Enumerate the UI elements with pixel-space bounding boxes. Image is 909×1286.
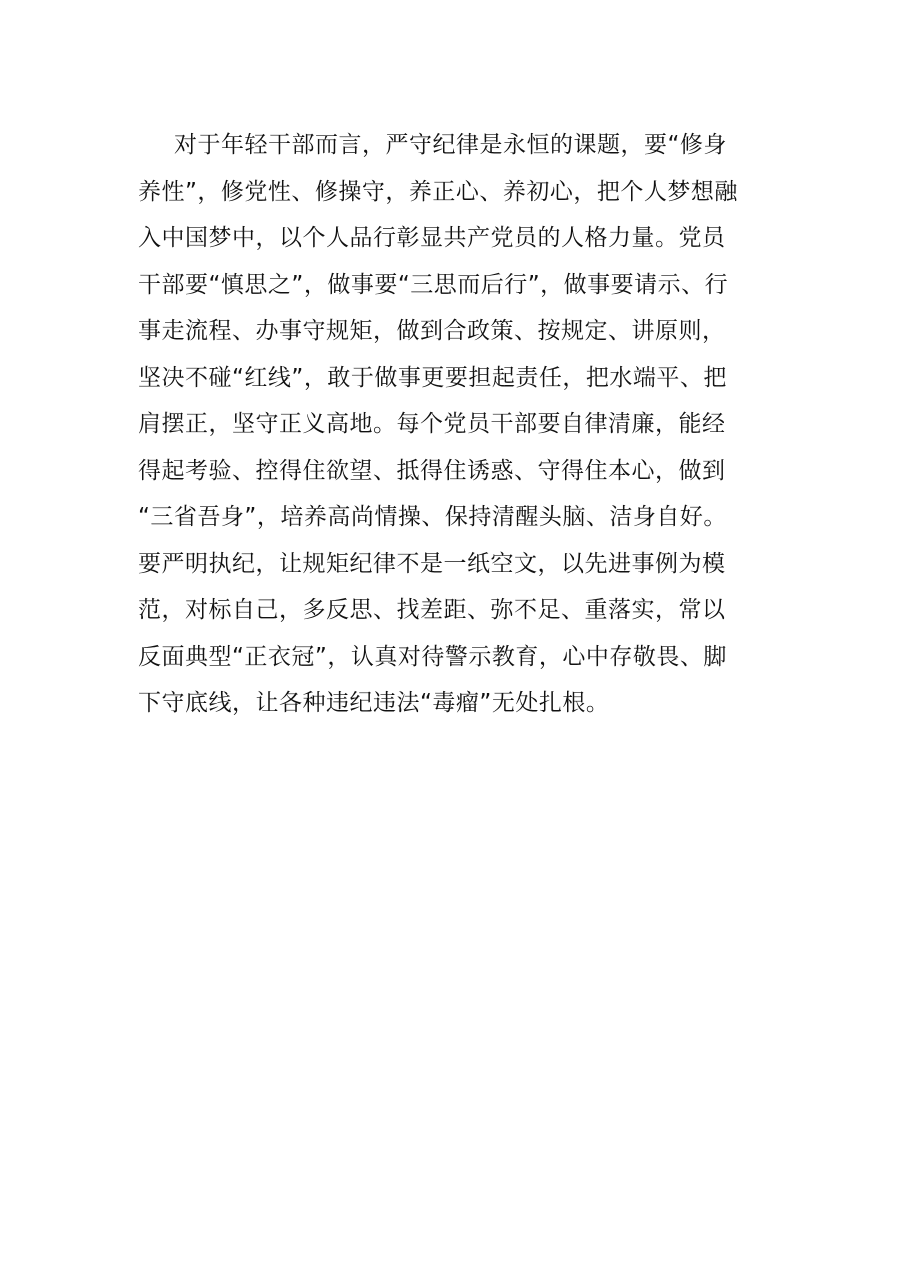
paragraph-line-1: 对于年轻干部而言，严守纪律是永恒的课题，要“修身 xyxy=(174,132,727,158)
paragraph-line-13: 下守底线，让各种违纪违法“毒瘤”无处扎根。 xyxy=(138,690,610,716)
paragraph-line-3: 入中国梦中，以个人品行彰显共产党员的人格力量。党员 xyxy=(138,225,726,251)
paragraph-line-10: 要严明执纪，让规矩纪律不是一纸空文，以先进事例为模 xyxy=(138,550,726,577)
paragraph-line-4: 干部要“慎思之”，做事要“三思而后行”，做事要请示、行 xyxy=(138,271,729,298)
paragraph-line-8: 得起考验、控得住欲望、抵得住诱惑、守得住本心，做到 xyxy=(138,457,726,484)
paragraph-line-11: 范，对标自己，多反思、找差距、弥不足、重落实，常以 xyxy=(138,597,726,623)
body-paragraph xyxy=(138,122,778,727)
paragraph-line-5: 事走流程、办事守规矩，做到合政策、按规定、讲原则， xyxy=(138,318,726,344)
paragraph-line-9: “三省吾身”，培养高尚情操、保持清醒头脑、洁身自好。 xyxy=(138,504,727,530)
paragraph-line-6: 坚决不碰“红线”，敢于做事更要担起责任，把水端平、把 xyxy=(138,364,727,391)
paragraph-line-2: 养性”，修党性、修操守，养正心、养初心，把个人梦想融 xyxy=(138,178,738,205)
paragraph-line-12: 反面典型“正衣冠”，认真对待警示教育，心中存敬畏、脚 xyxy=(138,643,727,670)
paragraph-line-7: 肩摆正，坚守正义高地。每个党员干部要自律清廉，能经 xyxy=(138,411,726,437)
